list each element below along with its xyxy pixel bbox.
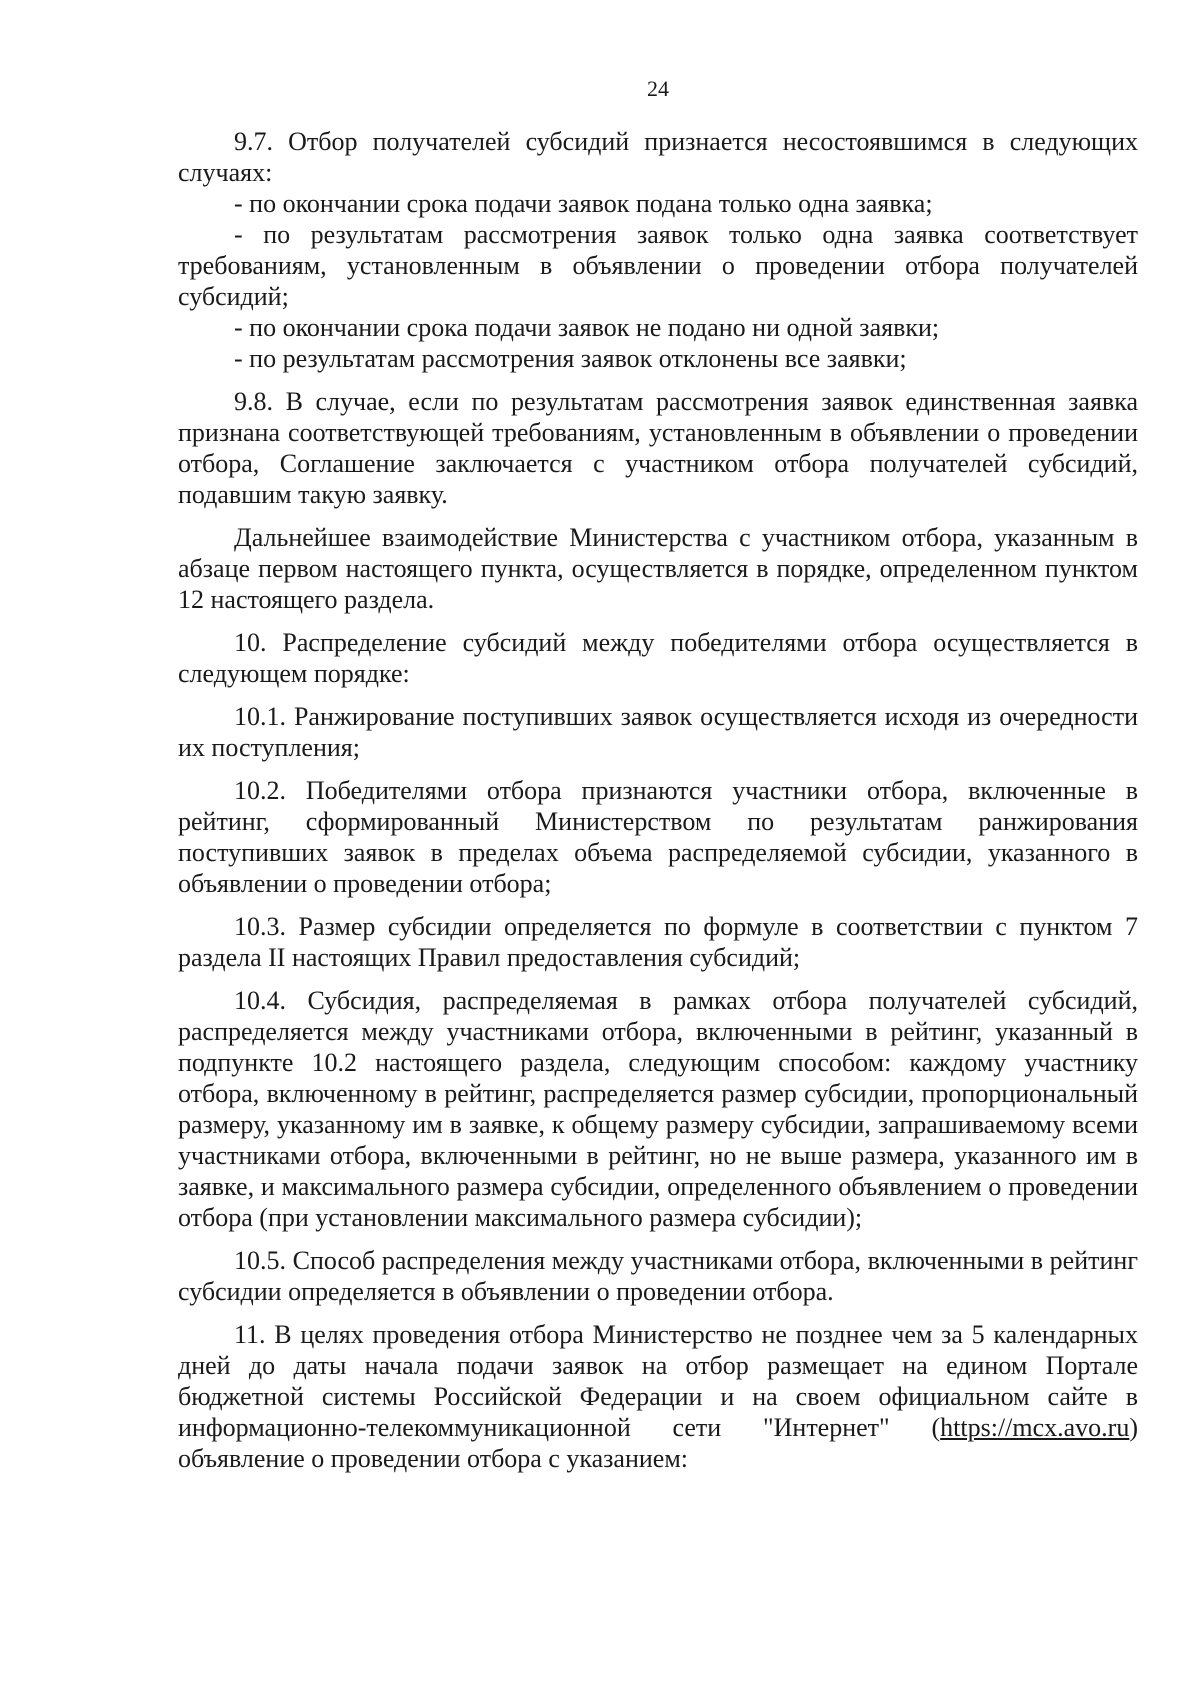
list-item: - по результатам рассмотрения заявок отклонены все заявки; <box>234 344 907 373</box>
ministry-website-link[interactable]: https://mcx.avo.ru <box>940 1413 1130 1442</box>
paragraph-10-5: 10.5. Способ распределения между участниками отбора, включенными в рейтинг субсидии определяется в объявлении о проведении отбора. <box>178 1246 1138 1306</box>
paragraph-10-4: 10.4. Субсидия, распределяемая в рамках отбора получателей субсидий, распределяется между участниками отбора, включенными в рейтинг, указанный в подпункте 10.2 настоящего раздела, следующим способом: каждому участнику отбора, включенному в рейтинг, распределяется размер субсидии, пропорциональный размеру, указанному им в заявке, к общему размеру субсидии, запрашиваемому всеми участниками отбора, включенными в рейтинг, но не выше размера, указанного им в заявке, и максимального размера субсидии, определенного объявлением о проведении отбора (при установлении максимального размера субсидии); <box>178 986 1138 1232</box>
paragraph-11-text: 11. В целях проведения отбора Министерство не позднее чем за 5 календарных дней до даты начала подачи заявок на отбор размещает на едином Портале бюджетной системы Российской Федерации и на своем официальном сайте в информационно-телекоммуникационной сети "Интернет" ( <box>178 1320 1138 1442</box>
list-item: - по окончании срока подачи заявок не подано ни одной заявки; <box>234 313 940 342</box>
paragraph-9-7: 9.7. Отбор получателей субсидий признается несостоявшимся в следующих случаях: <box>178 127 1138 187</box>
list-item: - по результатам рассмотрения заявок только одна заявка соответствует требованиям, установленным в объявлении о проведении отбора получателей субсидий; <box>178 220 1138 311</box>
paragraph-10-1: 10.1. Ранжирование поступивших заявок осуществляется исходя из очередности их поступления; <box>178 702 1138 762</box>
list-item: - по окончании срока подачи заявок подана только одна заявка; <box>234 189 933 218</box>
paragraph-10: 10. Распределение субсидий между победителями отбора осуществляется в следующем порядке: <box>178 628 1138 688</box>
paragraph-10-2: 10.2. Победителями отбора признаются участники отбора, включенные в рейтинг, сформированный Министерством по результатам ранжирования поступивших заявок в пределах объема распределяемой субсидии, указанного в объявлении о проведении отбора; <box>178 776 1138 898</box>
paragraph-10-3: 10.3. Размер субсидии определяется по формуле в соответствии с пунктом 7 раздела II настоящих Правил предоставления субсидий; <box>178 912 1138 972</box>
paragraph-11 <box>178 1319 1138 1474</box>
paragraph-further-interaction: Дальнейшее взаимодействие Министерства с участником отбора, указанным в абзаце первом настоящего пункта, осуществляется в порядке, определенном пунктом 12 настоящего раздела. <box>178 523 1138 614</box>
paragraph-11-text-end: ) объявление о проведении отбора с указанием: <box>178 1413 1138 1473</box>
paragraph-9-8: 9.8. В случае, если по результатам рассмотрения заявок единственная заявка признана соответствующей требованиям, установленным в объявлении о проведении отбора, Соглашение заключается с участником отбора получателей субсидий, подавшим такую заявку. <box>178 387 1138 509</box>
page-number: 24 <box>647 76 669 101</box>
document-page <box>178 0 1138 1681</box>
document-body <box>178 126 1138 1474</box>
